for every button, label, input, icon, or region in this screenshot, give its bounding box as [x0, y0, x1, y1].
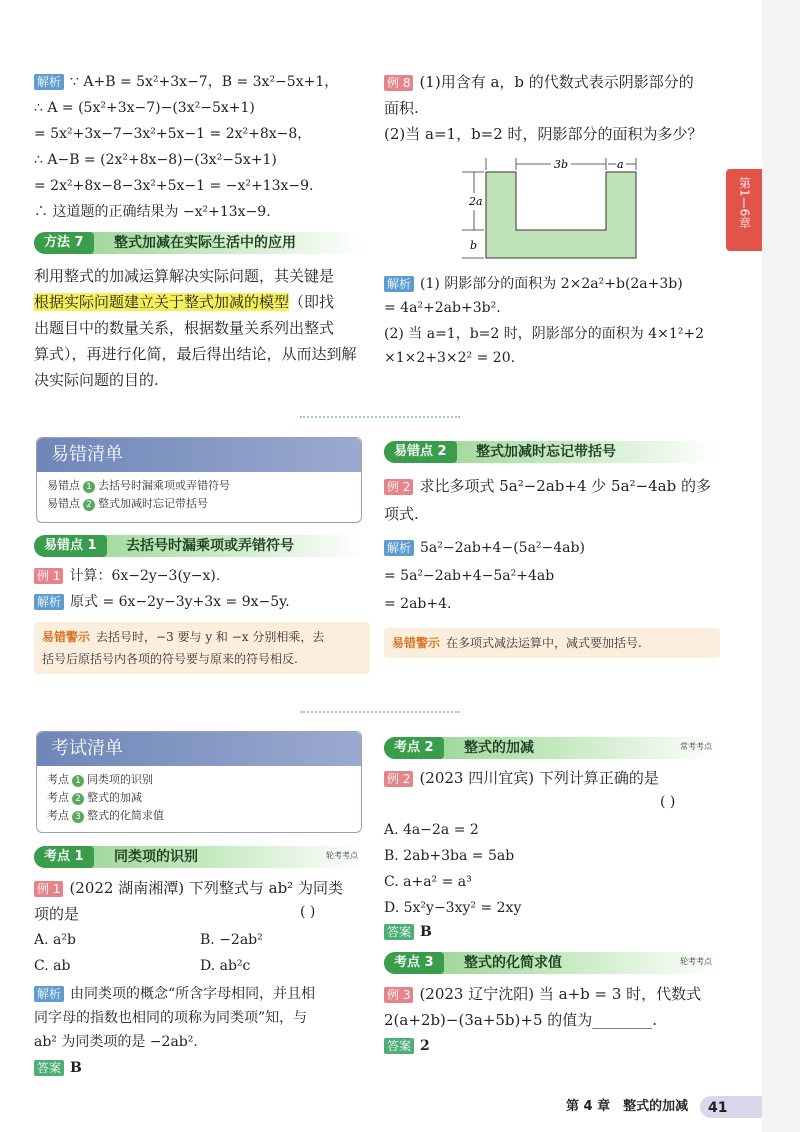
err2-q2: 项式.	[384, 505, 419, 523]
err2-warning: 易错警示 在多项式减法运算中，减式要加括号.	[384, 628, 720, 658]
kp1-option-c[interactable]: C. ab	[34, 958, 71, 974]
error-list-item-2: 易错点 2 整式加减时忘记带括号	[47, 497, 208, 510]
err2-a1: 解析 5a²−2ab+4−(5a²−4ab)	[384, 538, 585, 558]
shaded-figure	[456, 150, 656, 260]
kp3-title: 整式的化简求值	[464, 955, 562, 971]
exam-list-item-1: 考点 1 同类项的识别	[47, 773, 153, 786]
kp2-option-d[interactable]: D. 5x²y−3xy² = 2xy	[384, 900, 522, 916]
kp3-q2: 2(a+2b)−(3a+5b)+5 的值为________.	[384, 1011, 658, 1029]
kp2-answer-blank: ( )	[660, 794, 676, 810]
left-jiexi-line-3: = 5x²+3x−7−3x²+5x−1 = 2x²+8x−8，	[34, 126, 312, 142]
method7-p3: 出题目中的数量关系，根据数量关系列出整式	[34, 319, 335, 337]
kp3-da-tag: 答案	[384, 1038, 414, 1054]
kp1-header	[34, 846, 364, 868]
kp1-da-tag: 答案	[34, 1060, 64, 1076]
method7-title: 整式加减在实际生活中的应用	[114, 235, 296, 251]
jiexi-tag: 解析	[34, 74, 64, 90]
kp1-title: 同类项的识别	[114, 849, 198, 865]
err1-title: 去括号时漏乘项或弄错符号	[126, 538, 294, 554]
kp3-frequency: 轮考考点	[680, 957, 712, 966]
kp1-answer-blank: ( )	[300, 904, 316, 920]
err1-pill: 易错点 1	[34, 535, 107, 557]
error-list-item-1: 易错点 1 去括号时漏乘项或弄错符号	[47, 479, 230, 492]
err2-li-tag: 例 2	[384, 479, 413, 495]
err2-a3: = 2ab+4.	[384, 596, 452, 612]
left-jiexi-line-5: = 2x²+8x−8−3x²+5x−1 = −x²+13x−9.	[34, 178, 314, 194]
err1-header	[34, 535, 364, 557]
fig-label-3b: 3b	[554, 158, 569, 171]
kp3-q1: 例 3 (2023 辽宁沈阳) 当 a+b = 3 时，代数式	[384, 984, 701, 1004]
kp3-header	[384, 952, 718, 974]
err2-warn-label: 易错警示	[392, 636, 441, 650]
err2-a2: = 5a²−2ab+4−5a²+4ab	[384, 568, 555, 584]
kp1-option-b[interactable]: B. −2ab²	[200, 932, 263, 948]
kp1-j3: ab² 为同类项的是 −2ab².	[34, 1034, 198, 1050]
chapter-tab-label: 第1—6章	[737, 177, 752, 229]
kp1-pill: 考点 1	[34, 846, 94, 868]
err1-answer: 解析 原式 = 6x−2y−3y+3x = 9x−5y.	[34, 592, 290, 612]
ex8-a4: ×1×2+3×2² = 20.	[384, 350, 516, 366]
kp2-li-tag: 例 2	[384, 771, 413, 787]
kp2-answer: 答案 B	[384, 922, 432, 942]
kp1-answer: 答案 B	[34, 1058, 82, 1078]
fig-label-b: b	[470, 239, 478, 252]
err2-pill: 易错点 2	[384, 441, 457, 463]
err2-header	[384, 441, 718, 463]
kp1-option-a[interactable]: A. a²b	[34, 932, 76, 948]
kp2-option-c[interactable]: C. a+a² = a³	[384, 874, 472, 890]
left-jiexi-line-2: ∴ A = (5x²+3x−7)−(3x²−5x+1)	[34, 100, 255, 116]
method7-highlight: 根据实际问题建立关于整式加减的模型	[34, 293, 290, 311]
shaded-region	[486, 172, 636, 258]
method7-header	[34, 232, 364, 254]
kp1-q2: 项的是	[34, 905, 80, 923]
ex8-q2: (2)当 a=1，b=2 时，阴影部分的面积为多少？	[384, 125, 703, 143]
method7-p4: 算式），再进行化简，最后得出结论，从而达到解	[34, 345, 357, 363]
fig-label-2a: 2a	[469, 195, 483, 208]
method7-pill: 方法 7	[34, 232, 94, 254]
kp2-q: 例 2 (2023 四川宜宾) 下列计算正确的是	[384, 768, 659, 788]
kp2-title: 整式的加减	[464, 740, 534, 756]
err1-li-tag: 例 1	[34, 568, 63, 584]
ex8-a2: = 4a²+2ab+3b².	[384, 300, 501, 316]
ex8-a3: (2) 当 a=1，b=2 时，阴影部分的面积为 4×1²+2	[384, 326, 705, 342]
method7-p5: 决实际问题的目的.	[34, 371, 159, 389]
kp2-option-b[interactable]: B. 2ab+3ba = 5ab	[384, 848, 515, 864]
exam-list-title: 考试清单	[37, 732, 361, 766]
ex8-jiexi-tag: 解析	[384, 276, 414, 292]
page-edge	[762, 0, 800, 1132]
err2-jiexi-tag: 解析	[384, 540, 414, 556]
ex8-q1: 例 8 (1)用含有 a，b 的代数式表示阴影部分的	[384, 72, 694, 92]
kp2-pill: 考点 2	[384, 737, 444, 759]
exam-list-item-2: 考点 2 整式的加减	[47, 791, 142, 804]
kp3-li-tag: 例 3	[384, 987, 413, 1003]
kp1-li-tag: 例 1	[34, 881, 63, 897]
error-list-box	[36, 437, 362, 523]
method7-p1: 利用整式的加减运算解决实际问题，其关键是	[34, 267, 335, 285]
left-jiexi-line-4: ∴ A−B = (2x²+8x−8)−(3x²−5x+1)	[34, 152, 277, 168]
err2-title: 整式加减时忘记带括号	[476, 444, 616, 460]
err2-q1: 例 2 求比多项式 5a²−2ab+4 少 5a²−4ab 的多	[384, 476, 711, 496]
kp2-option-a[interactable]: A. 4a−2a = 2	[384, 822, 479, 838]
divider-2	[300, 711, 460, 713]
error-list-title: 易错清单	[37, 438, 361, 472]
ex8-q1b: 面积.	[384, 99, 419, 117]
err1-jiexi-tag: 解析	[34, 594, 64, 610]
kp3-answer: 答案 2	[384, 1036, 430, 1056]
kp2-da-tag: 答案	[384, 924, 414, 940]
ex8-a1: 解析 (1) 阴影部分的面积为 2×2a²+b(2a+3b)	[384, 274, 683, 294]
method7-p2: 根据实际问题建立关于整式加减的模型（即找	[34, 293, 335, 311]
err1-warn-label: 易错警示	[42, 630, 91, 644]
kp1-j2: 同字母的指数也相同的项称为同类项”知，与	[34, 1010, 308, 1026]
ex8-tag: 例 8	[384, 75, 413, 91]
exam-list-item-3: 考点 3 整式的化简求值	[47, 809, 164, 822]
exam-list-box	[36, 731, 362, 833]
err1-question: 例 1 计算：6x−2y−3(y−x).	[34, 566, 220, 586]
divider-1	[300, 416, 460, 418]
kp1-jiexi-tag: 解析	[34, 986, 64, 1002]
kp1-frequency: 轮考考点	[326, 851, 358, 860]
kp1-j1: 解析 由同类项的概念“所含字母相同，并且相	[34, 984, 315, 1004]
chapter-tab[interactable]	[726, 169, 762, 251]
left-jiexi-line-1: 解析 ∵ A+B = 5x²+3x−7，B = 3x²−5x+1，	[34, 72, 338, 92]
footer-chapter: 第 4 章 整式的加减	[566, 1099, 689, 1114]
err1-warning: 易错警示 去括号时，−3 要与 y 和 −x 分别相乘，去 括号后原括号内各项的符号要与原来的符号相反.	[34, 622, 370, 674]
kp3-pill: 考点 3	[384, 952, 444, 974]
fig-label-top-a: a	[617, 158, 624, 171]
kp2-frequency: 常考考点	[680, 742, 712, 751]
kp2-header	[384, 737, 718, 759]
page-number: 41	[708, 1100, 728, 1116]
left-jiexi-line-6: ∴ 这道题的正确结果为 −x²+13x−9.	[34, 204, 271, 220]
kp1-q1: 例 1 (2022 湖南湘潭) 下列整式与 ab² 为同类	[34, 878, 343, 898]
kp1-option-d[interactable]: D. ab²c	[200, 958, 251, 974]
